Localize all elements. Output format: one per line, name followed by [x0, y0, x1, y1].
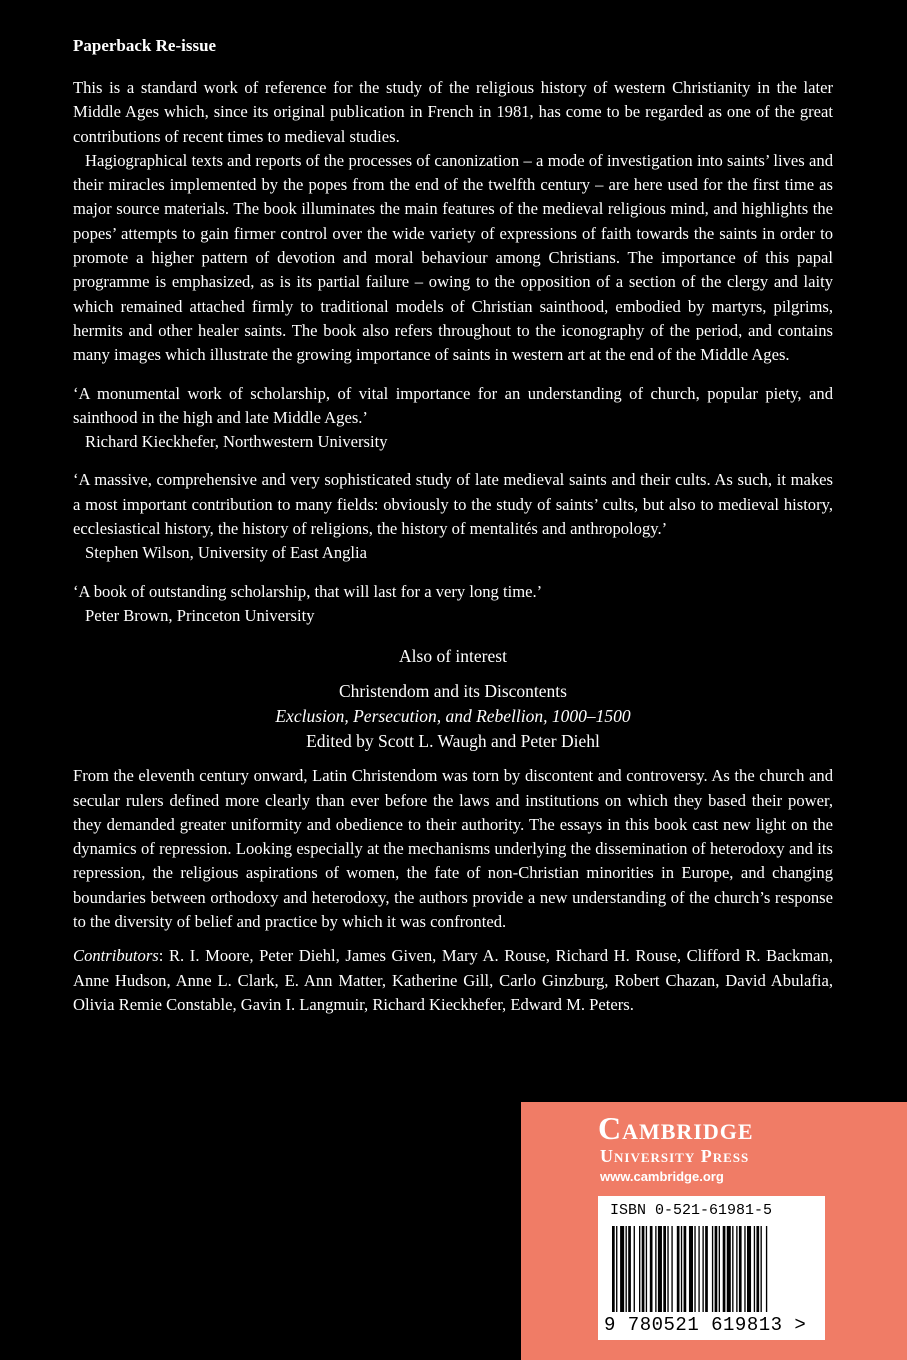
contributors-label: Contributors: [73, 946, 159, 966]
barcode-bar: [663, 1226, 666, 1312]
review-1: [73, 382, 833, 455]
barcode-bar: [736, 1226, 737, 1312]
publisher-press: [600, 1146, 749, 1167]
barcode-icon: [612, 1226, 812, 1316]
barcode-bar: [671, 1226, 672, 1312]
also-of-interest: [73, 644, 833, 754]
related-book-blurb: From the eleventh century onward, Latin Christendom was torn by discontent and controversy. As the church and secular rulers defined more clearly than ever before the laws and institutions on which they based their power, they demanded greater uniformity and obedience to their authority. The essays in this book cast new light on the dynamics of repression. Looking especially at the mechanisms underlying the dissemination of heterodoxy and its repression, the religious aspirations of women, the fate of non-Christian minorities in Europe, and changing boundaries between orthodoxy and heterodoxy, the authors provide a new understanding of the church’s response to the diversity of belief and practice by which it was confronted.: [73, 766, 833, 932]
barcode-bar: [754, 1226, 755, 1312]
barcode-bar: [677, 1226, 680, 1312]
contributors-names: : R. I. Moore, Peter Diehl, James Given, Mary A. Rouse, Richard H. Rouse, Clifford R. Backman, Anne Hudson, Anne L. Clark, E. Ann Matter, Katherine Gill, Carlo Ginzburg, Robert Chazan, David Abulafia, Olivia Remie Constable, Gavin I. Langmuir, Richard Kieckhefer, Edward M. Peters.: [73, 946, 833, 1014]
review-attribution: Peter Brown, Princeton University: [85, 605, 315, 625]
barcode-bar: [756, 1226, 759, 1312]
edition-label: Paperback Re-issue: [73, 36, 217, 55]
barcode-bar: [681, 1226, 682, 1312]
publisher-name: [598, 1110, 754, 1147]
barcode-bar: [628, 1226, 631, 1312]
description-paragraph-1: This is a standard work of reference for the study of the religious history of western Christianity in the later Middle Ages which, since its original publication in French in 1981, has come to be regarded as one of the great contributions of recent times to medieval studies.: [73, 78, 833, 146]
review-attribution: Stephen Wilson, University of East Anglia: [85, 543, 368, 563]
review-attribution: Richard Kieckhefer, Northwestern University: [85, 432, 388, 452]
barcode-bar: [642, 1226, 645, 1312]
publisher-url: www.cambridge.org: [600, 1169, 724, 1184]
barcode-bar: [612, 1226, 615, 1312]
review-quote: ‘A book of outstanding scholarship, that will last for a very long time.’: [73, 581, 543, 601]
barcode-bar: [766, 1226, 767, 1312]
ean-number: 9 780521 619813 >: [604, 1314, 807, 1336]
publisher-panel: [521, 1102, 907, 1360]
barcode-bar: [705, 1226, 708, 1312]
barcode-bar: [626, 1226, 627, 1312]
barcode-bar: [650, 1226, 653, 1312]
description-paragraph-2: Hagiographical texts and reports of the processes of canonization – a mode of investigation into saints’ lives and their miracles implemented by the popes from the end of the twelfth century – are here used for the first time as major source materials. The book illuminates the main features of the medieval religious mind, and highlights the popes’ attempts to gain firmer control over the wide variety of expressions of faith towards the saints in order to promote a higher pattern of devotion and moral behaviour among Christians. The importance of this papal programme is emphasized, as is its partial failure – owing to the opposition of a section of the clergy and laity which remained attached firmly to traditional models of Christian sainthood, embodied by martyrs, pilgrims, hermits and other healer saints. The book also refers throughout to the iconography of the period, and contains many images which illustrate the growing importance of saints in western art at the end of the Middle Ages.: [73, 150, 833, 365]
also-of-interest-heading: Also of interest: [399, 646, 507, 667]
barcode-bar: [655, 1226, 656, 1312]
isbn-text: ISBN 0-521-61981-5: [610, 1202, 773, 1219]
barcode-bar: [620, 1226, 624, 1312]
barcode-bar: [698, 1226, 699, 1312]
barcode-bar: [702, 1226, 703, 1312]
barcode-bar: [689, 1226, 693, 1312]
barcode-bar: [658, 1226, 662, 1312]
barcode-bar: [712, 1226, 713, 1312]
review-quote: ‘A monumental work of scholarship, of vital importance for an understanding of church, popular piety, and sainthood in the high and late Middle Ages.’: [73, 383, 833, 427]
related-book-subtitle: Exclusion, Persecution, and Rebellion, 1000–1500: [275, 706, 631, 727]
publisher-name-text: Cambridge: [598, 1110, 754, 1146]
barcode-bar: [634, 1226, 635, 1312]
barcode-bar: [732, 1226, 733, 1312]
review-2: [73, 468, 833, 565]
barcode-bar: [715, 1226, 718, 1312]
barcode-bar: [639, 1226, 640, 1312]
barcode-bar: [646, 1226, 647, 1312]
barcode-bar: [667, 1226, 668, 1312]
barcode-bar: [616, 1226, 617, 1312]
barcode-bar: [694, 1226, 695, 1312]
barcode-bar: [684, 1226, 687, 1312]
barcode-box: [598, 1196, 825, 1340]
barcode-bar: [719, 1226, 720, 1312]
related-book-title: Christendom and its Discontents: [339, 681, 567, 702]
barcode-bar: [747, 1226, 751, 1312]
barcode-bar: [744, 1226, 745, 1312]
related-book-editors: Edited by Scott L. Waugh and Peter Diehl: [306, 731, 600, 752]
publisher-press-text: University Press: [600, 1146, 750, 1166]
back-cover-text: [73, 36, 833, 1017]
barcode-bar: [739, 1226, 742, 1312]
review-3: [73, 580, 833, 629]
barcode-bar: [727, 1226, 731, 1312]
contributors-list: [73, 944, 833, 1017]
barcode-bar: [761, 1226, 762, 1312]
barcode-bar: [723, 1226, 726, 1312]
review-quote: ‘A massive, comprehensive and very sophisticated study of late medieval saints and their cults. As such, it makes a most important contribution to many fields: obviously to the study of saints’ cults, but also to medieval history, ecclesiastical history, the history of religions, the history of mentalités and anthropology.’: [73, 470, 833, 539]
